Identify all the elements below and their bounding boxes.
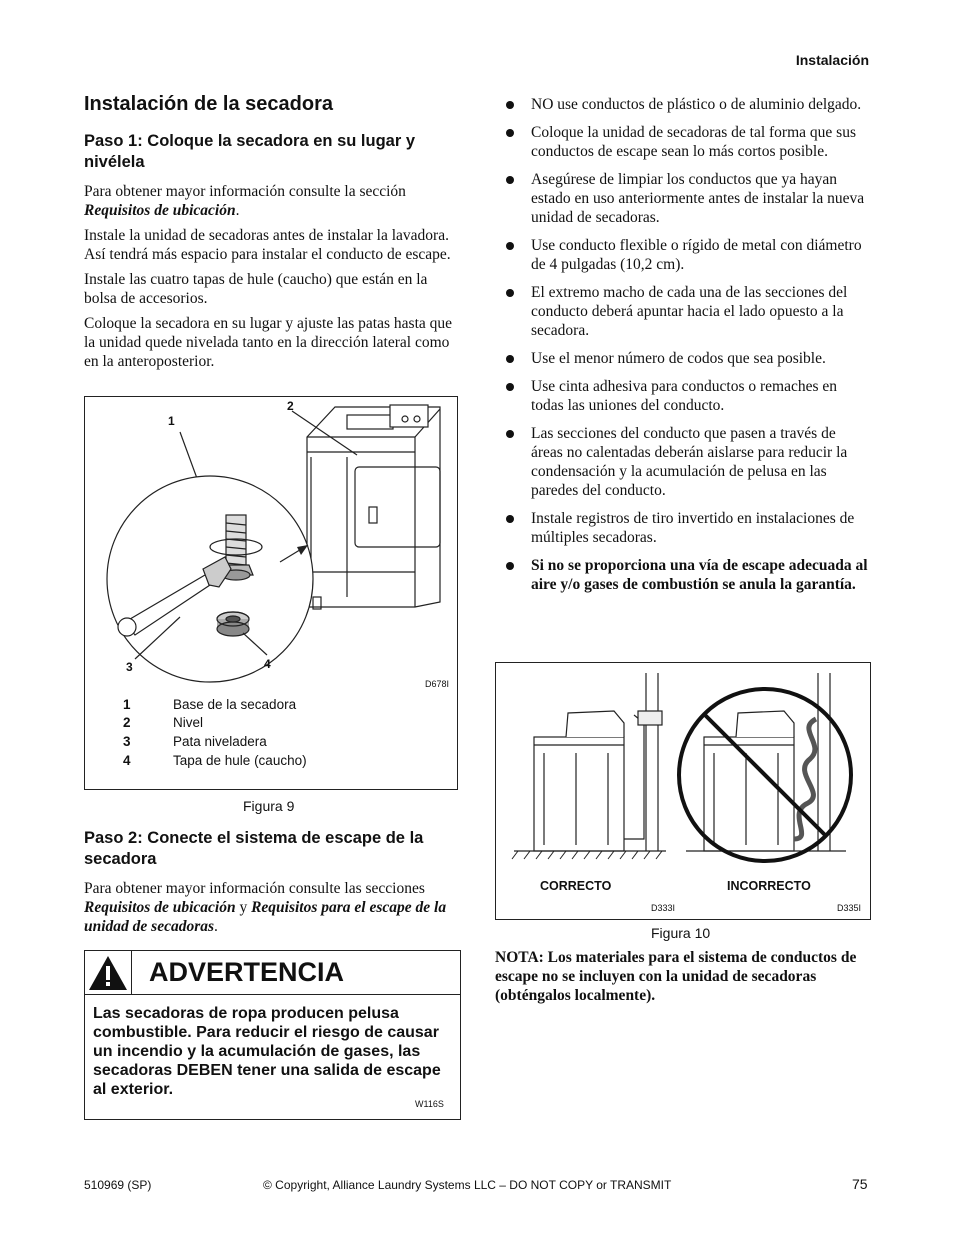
incorrect-label: INCORRECTO <box>727 879 811 893</box>
figure-code-left: D333I <box>651 903 676 913</box>
correct-label: CORRECTO <box>540 879 612 893</box>
figure-code-right: D335I <box>837 903 862 913</box>
warning-header <box>85 951 460 995</box>
step1-paragraph-3: Instale las cuatro tapas de hule (caucho) que están en la bolsa de accesorios. <box>84 271 428 307</box>
step1-paragraph-2: Instale la unidad de secadoras antes de instalar la lavadora. Así tendrá más espacio para instalar el conducto de escape. <box>84 227 451 263</box>
warning-code: W116S <box>415 1099 444 1109</box>
reference-location-requirements: Requisitos de ubicación <box>84 202 236 219</box>
step1-heading: Paso 1: Coloque la secadora en su lugar y nivélela <box>84 132 416 171</box>
bullet-icon <box>506 289 514 297</box>
list-item: El extremo macho de cada una de las secciones del conducto deberá apuntar hacia el lado opuesto a la secadora. <box>495 283 870 340</box>
callout-3: 3 <box>126 660 133 674</box>
list-item-warranty: Si no se proporciona una vía de escape adecuada al aire y/o gases de combustión se anula la garantía. <box>495 556 870 594</box>
bullet-icon <box>506 176 514 184</box>
copyright: © Copyright, Alliance Laundry Systems LLC – DO NOT COPY or TRANSMIT <box>263 1178 672 1192</box>
bullet-icon <box>506 515 514 523</box>
list-item: Instale registros de tiro invertido en instalaciones de múltiples secadoras. <box>495 509 870 547</box>
figure-9-caption: Figura 9 <box>243 798 295 814</box>
step1-body <box>84 182 459 371</box>
section-title: Instalación de la secadora <box>84 93 333 115</box>
figure-10-box <box>495 662 871 920</box>
step1-paragraph-1: Para obtener mayor información consulte la sección Requisitos de ubicación. <box>84 183 406 219</box>
reference-location-requirements: Requisitos de ubicación <box>84 899 236 916</box>
bullet-icon <box>506 562 514 570</box>
bullet-icon <box>506 430 514 438</box>
figure-code: D678I <box>425 679 450 689</box>
callout-2: 2 <box>287 399 294 413</box>
list-item: Use el menor número de codos que sea posible. <box>495 349 870 368</box>
callout-1: 1 <box>168 414 175 428</box>
bullet-icon <box>506 101 514 109</box>
list-item: Coloque la unidad de secadoras de tal forma que sus conductos de escape sean lo más cortos posible. <box>495 123 870 161</box>
note: NOTA: Los materiales para el sistema de conductos de escape no se incluyen con la unidad de secadoras (obténgalos localmente). <box>495 949 857 1004</box>
bullet-list <box>495 95 870 603</box>
list-item: Use cinta adhesiva para conductos o remaches en todas las uniones del conducto. <box>495 377 870 415</box>
warning-body: Las secadoras de ropa producen pelusa combustible. Para reducir el riesgo de causar un incendio y la acumulación de gases, las secadoras DEBEN tener una salida de escape al exterior. <box>93 1005 441 1098</box>
bullet-icon <box>506 355 514 363</box>
bullet-icon <box>506 383 514 391</box>
step2-heading: Paso 2: Conecte el sistema de escape de la secadora <box>84 829 424 868</box>
list-item: Las secciones del conducto que pasen a través de áreas no calentadas deberán aislarse para reducir la condensación y la acumulación de pelusa en las paredes del conducto. <box>495 424 870 500</box>
step2-paragraph: Para obtener mayor información consulte las secciones Requisitos de ubicación y Requisitos para el escape de la unidad de secadoras. <box>84 880 447 935</box>
list-item: Asegúrese de limpiar los conductos que ya hayan estado en uso anteriormente antes de instalar la nueva unidad de secadoras. <box>495 170 870 227</box>
reference-exhaust-requirements: Requisitos para el escape de la unidad de secadoras <box>84 899 447 935</box>
warning-title: ADVERTENCIA <box>149 957 345 987</box>
page-number: 75 <box>852 1176 868 1192</box>
dryer-leveling-illustration <box>85 397 457 697</box>
bullet-icon <box>506 129 514 137</box>
list-item: NO use conductos de plástico o de aluminio delgado. <box>495 95 870 114</box>
figure-9-box: 1 2 3 4 D678I 1 Base de la secadora 2 Nivel 3 Pata niveladera 4 Tapa de hule (caucho) <box>84 396 458 790</box>
list-item: Use conducto flexible o rígido de metal con diámetro de 4 pulgadas (10,2 cm). <box>495 236 870 274</box>
figure-10-caption: Figura 10 <box>651 925 711 941</box>
running-header: Instalación <box>795 52 869 68</box>
warning-triangle-icon <box>85 951 131 994</box>
callout-4: 4 <box>264 657 271 671</box>
step1-paragraph-4: Coloque la secadora en su lugar y ajuste las patas hasta que la unidad quede nivelada tanto en la dirección lateral como en la anteroposterior. <box>84 315 453 370</box>
bullet-icon <box>506 242 514 250</box>
warning-box <box>84 950 461 1120</box>
doc-number: 510969 (SP) <box>84 1178 152 1192</box>
warning-icon-cell <box>85 951 132 994</box>
